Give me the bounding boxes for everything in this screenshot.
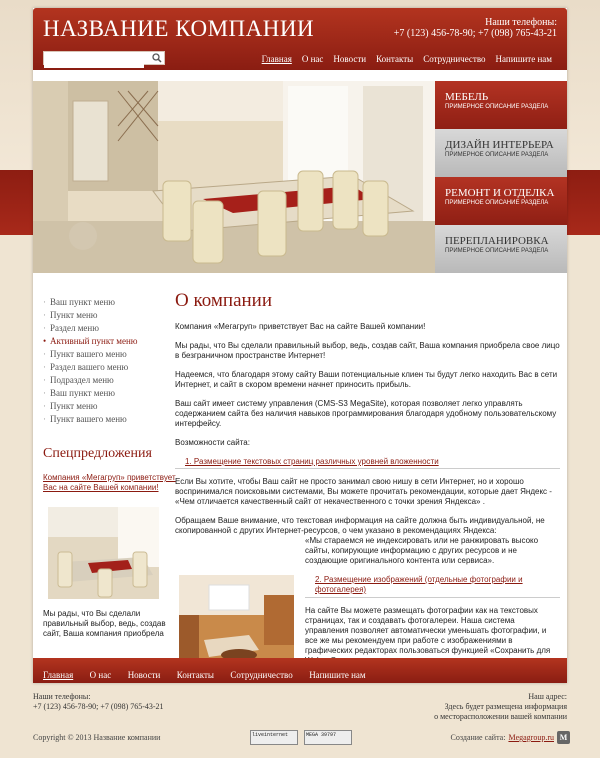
phones-numbers: +7 (123) 456-78-90; +7 (098) 765-43-21: [393, 28, 557, 39]
section-heading-2[interactable]: 2. Размещение изображений (отдельные фотографии и фотогалерея): [305, 575, 560, 598]
tile-title: ДИЗАЙН ИНТЕРЬЕРА: [445, 139, 554, 151]
tile-title: РЕМОНТ И ОТДЕЛКА: [445, 187, 555, 199]
search-icon[interactable]: [152, 53, 162, 63]
footer-address: [434, 692, 567, 722]
sidebar-item[interactable]: · Ваш пункт меню: [43, 296, 178, 309]
hero-banner: [33, 81, 567, 273]
tile-subtitle: ПРИМЕРНОЕ ОПИСАНИЕ РАЗДЕЛА: [445, 152, 549, 158]
created-label: Создание сайта:: [450, 733, 506, 742]
content-paragraph: Ваш сайт имеет систему управления (CMS-S3 MegaSite), которая позволяет легко управлять содержанием сайта без наличия навыков программирования благодаря удобному пользовательскому интерфейсу.: [175, 399, 557, 428]
nav-contacts[interactable]: Контакты: [376, 54, 414, 64]
special-offer-text: Мы рады, что Вы сделали правильный выбор, ведь, создав сайт, Ваша компания приобрела: [43, 609, 166, 638]
images-section: [305, 575, 560, 666]
content-paragraph: Если Вы хотите, чтобы Ваш сайт не просто занимал свою нишу в сети Интернет, но и хорошо воспринимался поисковыми системами, Вы можете прочитать рекомендации, которые дает Яндекс - «Чем отличается качественный сайт от некачественного с точки зрения Яндекса» .: [175, 477, 552, 506]
tile-repair[interactable]: [435, 177, 567, 225]
footer-nav-cooperation[interactable]: Сотрудничество: [230, 670, 293, 680]
hero-tiles: [435, 81, 567, 273]
nav-about[interactable]: О нас: [301, 54, 324, 64]
search-box: [43, 51, 165, 65]
sidebar-item[interactable]: · Ваш пункт меню: [43, 387, 178, 400]
footer-address-label: Наш адрес:: [528, 692, 567, 701]
content-paragraph: Мы рады, что Вы сделали правильный выбор, ведь, создав сайт, Ваша компания приобрела свое лицо в безграничном пространстве Интернет!: [175, 341, 560, 360]
phones-label: Наши телефоны:: [485, 17, 557, 28]
special-offer-link[interactable]: Компания «Мегагруп» приветствует Вас на сайте Вашей компании!: [43, 473, 176, 492]
features-label: Возможности сайта:: [175, 438, 250, 447]
main-content: [175, 290, 560, 687]
tile-title: ПЕРЕПЛАНИРОВКА: [445, 235, 549, 247]
tile-interior-design[interactable]: [435, 129, 567, 177]
counters: [250, 730, 352, 745]
footer-address-line: о месторасположении вашей компании: [434, 712, 567, 721]
footer-nav-news[interactable]: Новости: [127, 670, 161, 680]
quote: «Мы стараемся не индексировать или не ранжировать высоко сайты, копирующие информацию с других ресурсов и не создающие оригинального контента или сервиса».: [305, 536, 539, 565]
header: [33, 8, 567, 70]
sidebar-item[interactable]: · Раздел вашего меню: [43, 361, 178, 374]
created-by: [451, 731, 570, 744]
sidebar-item[interactable]: · Пункт вашего меню: [43, 348, 178, 361]
content-paragraph: Компания «Мегагруп» приветствует Вас на сайте Вашей компании!: [175, 322, 426, 331]
sidebar: [43, 296, 178, 639]
megagroup-logo-icon[interactable]: M: [557, 731, 570, 744]
megagroup-link[interactable]: Megagroup.ru: [508, 733, 554, 742]
copyright: Copyright © 2013 Название компании: [33, 733, 161, 742]
section-heading-1[interactable]: 1. Размещение текстовых страниц различных уровней вложенности: [175, 457, 560, 469]
footer-address-line: Здесь будет размещена информация: [444, 702, 567, 711]
footer-nav: [33, 658, 567, 683]
header-phones: [394, 17, 557, 40]
special-offer-image[interactable]: [48, 507, 159, 599]
content-paragraph: Надеемся, что благодаря этому сайту Ваши потенциальные клиен ты будут легко находить Вас в сети Интернет, и сайт в скором времени начнет приносить прибыль.: [175, 370, 558, 389]
tile-furniture[interactable]: [435, 81, 567, 129]
content-image[interactable]: [179, 575, 294, 667]
page-title: О компании: [175, 290, 273, 311]
tile-subtitle: ПРИМЕРНОЕ ОПИСАНИЕ РАЗДЕЛА: [445, 248, 549, 254]
search-input[interactable]: [44, 56, 144, 68]
sidebar-item[interactable]: · Пункт меню: [43, 400, 178, 413]
nav-cooperation[interactable]: Сотрудничество: [423, 54, 486, 64]
sidebar-item[interactable]: · Пункт вашего меню: [43, 413, 178, 426]
sidebar-item[interactable]: · Подраздел меню: [43, 374, 178, 387]
footer-nav-home[interactable]: Главная: [43, 670, 74, 680]
sidebar-item[interactable]: · Пункт меню: [43, 309, 178, 322]
tile-subtitle: ПРИМЕРНОЕ ОПИСАНИЕ РАЗДЕЛА: [445, 200, 549, 206]
hero-photo: [33, 81, 435, 273]
counter-mega[interactable]: MEGA 39797: [304, 730, 352, 745]
content-paragraph: Обращаем Ваше внимание, что текстовая информация на сайте должна быть индивидуальной, не скопированной с других Интернет-ресурсов, о чем указано в рекомендациях Яндекса:: [175, 516, 545, 535]
footer-nav-contacts[interactable]: Контакты: [176, 670, 214, 680]
special-offers-title: Спецпредложения: [43, 446, 152, 461]
content-paragraph: На сайте Вы можете размещать фотографии как на текстовых страницах, так и создавать фотогалереи. Наша система управления позволяет автоматически уменьшать фотографии, и все же мы рекомендуем при работе с изображениями в графических редакторах пользоваться функцией «Сохранить для: [305, 606, 551, 655]
sidebar-item[interactable]: · Раздел меню: [43, 322, 178, 335]
main-nav: [257, 53, 557, 65]
tile-title: МЕБЕЛЬ: [445, 91, 489, 103]
page-container: [33, 8, 567, 683]
nav-write-us[interactable]: Напишите нам: [495, 54, 552, 64]
nav-news[interactable]: Новости: [333, 54, 367, 64]
company-logo[interactable]: НАЗВАНИЕ КОМПАНИИ: [43, 16, 315, 41]
footer-phones: [33, 692, 164, 712]
tile-redevelopment[interactable]: [435, 225, 567, 273]
nav-home[interactable]: Главная: [261, 54, 292, 64]
counter-liveinternet[interactable]: liveinternet: [250, 730, 298, 745]
sidebar-item-active[interactable]: • Активный пункт меню: [43, 335, 178, 348]
footer-nav-about[interactable]: О нас: [89, 670, 112, 680]
footer-phones-label: Наши телефоны:: [33, 692, 91, 701]
footer-nav-write-us[interactable]: Напишите нам: [309, 670, 366, 680]
footer-phones-numbers: +7 (123) 456-78-90; +7 (098) 765-43-21: [33, 702, 164, 711]
tile-subtitle: ПРИМЕРНОЕ ОПИСАНИЕ РАЗДЕЛА: [445, 104, 549, 110]
